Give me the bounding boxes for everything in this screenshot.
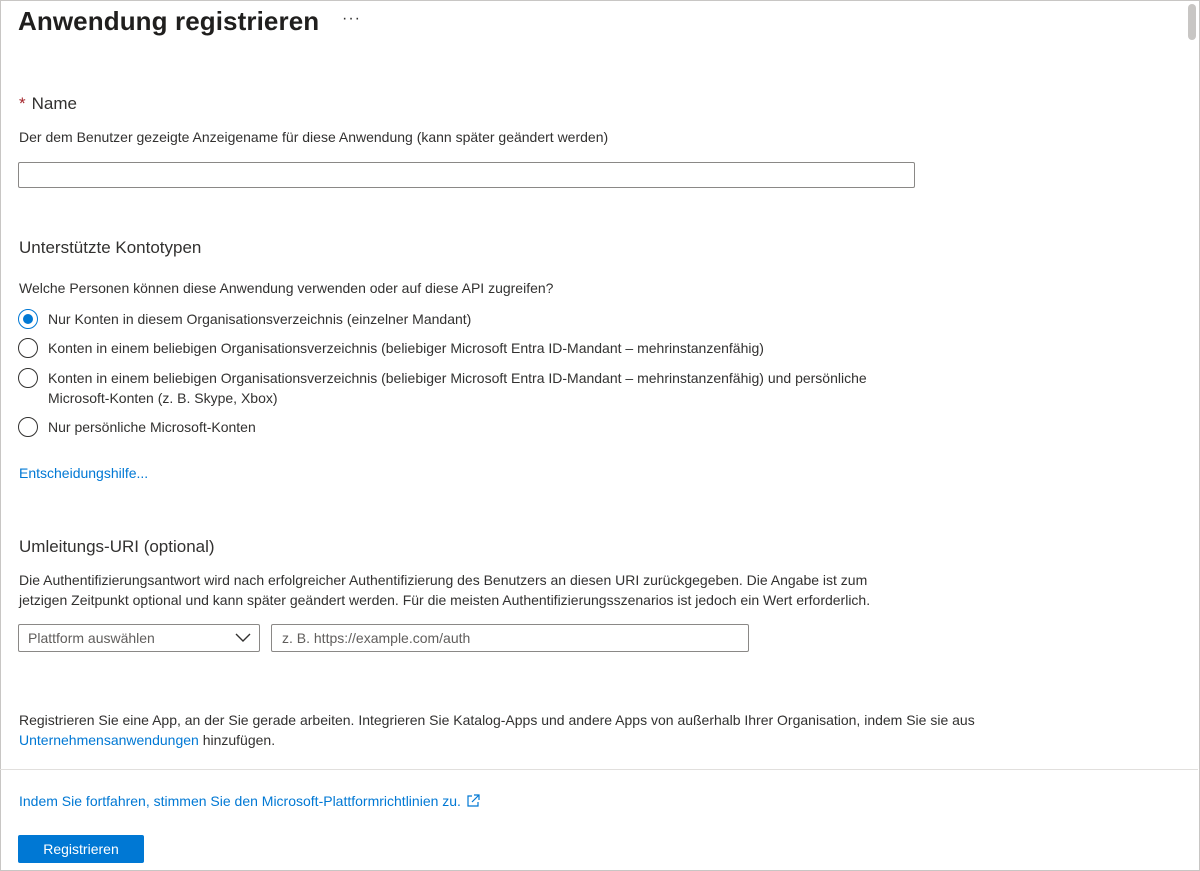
footer-divider [0, 769, 1198, 770]
note-text-before: Registrieren Sie eine App, an der Sie gerade arbeiten. Integrieren Sie Katalog-Apps und andere Apps von außerhalb Ihrer Organisation, indem Sie sie aus [19, 712, 975, 728]
account-option-label: Nur Konten in diesem Organisationsverzeichnis (einzelner Mandant) [48, 311, 472, 327]
account-option-multi-tenant-personal[interactable] [18, 368, 918, 408]
account-option-personal-only[interactable] [18, 417, 918, 437]
page-title: Anwendung registrieren [18, 6, 320, 36]
register-button[interactable]: Registrieren [18, 835, 144, 863]
account-option-label: Konten in einem beliebigen Organisationsverzeichnis (beliebiger Microsoft Entra ID-Mandant – mehrinstanzenfähig) [48, 340, 764, 356]
scrollbar-thumb[interactable] [1188, 4, 1196, 40]
radio-button[interactable] [18, 338, 38, 358]
platform-select[interactable] [18, 624, 260, 652]
radio-button[interactable] [18, 368, 38, 388]
account-option-label: Nur persönliche Microsoft-Konten [48, 419, 256, 435]
more-options-button[interactable]: ··· [342, 10, 361, 27]
policy-link-text[interactable]: Indem Sie fortfahren, stimmen Sie den Microsoft-Plattformrichtlinien zu. [19, 793, 461, 809]
enterprise-apps-note [19, 710, 1019, 750]
account-types-question: Welche Personen können diese Anwendung verwenden oder auf diese API zugreifen? [19, 280, 554, 296]
platform-policy-link[interactable] [19, 793, 481, 809]
external-link-icon [465, 793, 481, 809]
chevron-down-icon [235, 632, 251, 644]
scrollbar[interactable] [1188, 4, 1196, 766]
account-option-multi-tenant[interactable] [18, 338, 918, 358]
platform-select-value: Plattform auswählen [28, 630, 155, 646]
account-option-label: Konten in einem beliebigen Organisationsverzeichnis (beliebiger Microsoft Entra ID-Mandant – mehrinstanzenfähig) und persönliche Microsoft-Konten (z. B. Skype, Xbox) [48, 370, 867, 406]
redirect-uri-input[interactable] [271, 624, 749, 652]
redirect-uri-title: Umleitungs-URI (optional) [19, 537, 215, 556]
note-text-after: hinzufügen. [198, 732, 276, 748]
required-marker: * [19, 94, 26, 113]
radio-button[interactable] [18, 417, 38, 437]
name-input[interactable] [18, 162, 915, 188]
name-section-title [19, 94, 77, 114]
enterprise-apps-link[interactable]: Unternehmensanwendungen [19, 732, 199, 748]
name-description: Der dem Benutzer gezeigte Anzeigename für diese Anwendung (kann später geändert werden) [19, 129, 609, 145]
decision-help-link[interactable]: Entscheidungshilfe... [19, 465, 149, 481]
account-option-single-tenant[interactable] [18, 309, 918, 329]
name-label: Name [31, 94, 77, 113]
redirect-uri-description: Die Authentifizierungsantwort wird nach erfolgreicher Authentifizierung des Benutzers an diesen URI zurückgegeben. Die Angabe ist zum jetzigen Zeitpunkt optional und kann später geändert werden. Für die meisten Authentifizierungsszenarios ist jedoch ein Wert erforderlich. [19, 572, 871, 608]
radio-button-checked[interactable] [18, 309, 38, 329]
account-types-title: Unterstützte Kontotypen [19, 238, 202, 257]
